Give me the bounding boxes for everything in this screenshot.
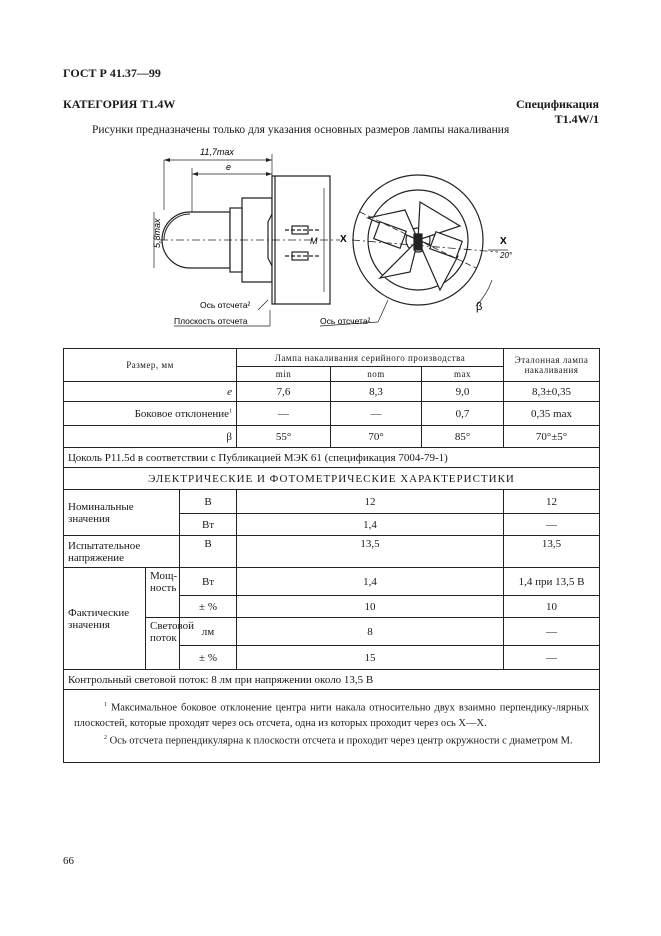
value-cell: 1,4 [237,568,504,596]
note1-text: Максимальное боковое отклонение центра нити накала относительно двух взаимно перпендику-лярных плоскостей, которые проходят через ось отсчета, одна из которых проходит через ось X—X. [74,702,590,729]
intro-text: Рисунки предназначены только для указания основных размеров лампы накаливания [92,124,510,136]
table-row [64,402,600,426]
cell-min: 7,6 [237,382,331,402]
lamp-drawing [120,140,590,340]
value-cell: 8 [237,618,504,646]
head-min: min [237,367,331,382]
cell-nom: — [331,402,422,426]
footnote-mark: 1 [229,407,233,414]
cell-ref: 70°±5° [504,426,600,448]
dim-m-label: M [310,236,318,246]
test-label: Испытательное напряжение [64,536,180,568]
value-cell: 10 [237,596,504,618]
value-cell: 15 [237,646,504,670]
x-right-label: X [500,236,507,247]
cell-ref: 0,35 max [504,402,600,426]
standard-number: ГОСТ Р 41.37—99 [63,66,161,80]
table-row [64,490,600,514]
notes-cell [64,690,600,763]
axis-label-right: Ось отсчета² [320,316,371,326]
nominal-label: Номинальные значения [64,490,180,536]
row-name: β [64,426,237,448]
ref-cell: 12 [504,490,600,514]
note2-text: Ось отсчета перпендикулярна к плоскости отсчета и проходит через центр окружности с диаметром M. [109,735,573,746]
cell-min: 55° [237,426,331,448]
ref-cell: — [504,646,600,670]
unit-cell: Вт [180,514,237,536]
note2-mark: 2 [104,734,107,741]
cell-nom: 70° [331,426,422,448]
value-cell: 1,4 [237,514,504,536]
unit-cell: В [180,536,237,568]
unit-cell: В [180,490,237,514]
flux-label: Световой поток [146,618,180,670]
unit-cell: ± % [180,646,237,670]
plane-label: Плоскость отсчета [174,316,248,326]
table-row [64,382,600,402]
ref-cell: 1,4 при 13,5 В [504,568,600,596]
ref-cell: — [504,514,600,536]
table-row [64,536,600,568]
spec-table [63,348,600,763]
table-row [64,426,600,448]
power-label: Мощ- ность [146,568,180,618]
specification-title: Спецификация T1.4W/1 [515,97,599,126]
head-nom: nom [331,367,422,382]
unit-cell: лм [180,618,237,646]
section-title: ЭЛЕКТРИЧЕСКИЕ И ФОТОМЕТРИЧЕСКИЕ ХАРАКТЕРИСТИКИ [64,468,600,490]
cell-nom: 8,3 [331,382,422,402]
category-title: КАТЕГОРИЯ T1.4W [63,97,176,111]
control-flux-row: Контрольный световой поток: 8 лм при напряжении около 13,5 В [64,670,600,690]
x-left-label: X [340,234,347,245]
ref-cell: 13,5 [504,536,600,568]
cell-max: 85° [422,426,504,448]
value-cell: 12 [237,490,504,514]
ref-cell: — [504,618,600,646]
head-serial: Лампа накаливания серийного производства [237,349,504,367]
value-cell: 13,5 [237,536,504,568]
dim-height-label: 5,8max [152,218,162,248]
head-max: max [422,367,504,382]
cap-row: Цоколь P11.5d в соответствии с Публикацией МЭК 61 (спецификация 7004-79-1) [64,448,600,468]
ref-cell: 10 [504,596,600,618]
cell-min: — [237,402,331,426]
row-name [64,402,237,426]
head-reference: Эталонная лампа накаливания [504,349,600,382]
row-name-text: Боковое отклонение [134,407,230,420]
axis-label: Ось отсчета² [200,300,251,310]
table-row [64,568,600,596]
dim-e-label: e [226,162,232,172]
angle-label: 20° [500,251,513,260]
dim-width-label: 11,7max [200,147,234,157]
unit-cell: ± % [180,596,237,618]
cell-ref: 8,3±0,35 [504,382,600,402]
unit-cell: Вт [180,568,237,596]
beta-label: β [476,301,483,313]
head-size: Размер, мм [64,349,237,382]
page-number: 66 [63,855,74,867]
row-name: e [64,382,237,402]
cell-max: 9,0 [422,382,504,402]
actual-label: Фактические значения [64,568,146,670]
note1-mark: 1 [104,702,107,708]
cell-max: 0,7 [422,402,504,426]
